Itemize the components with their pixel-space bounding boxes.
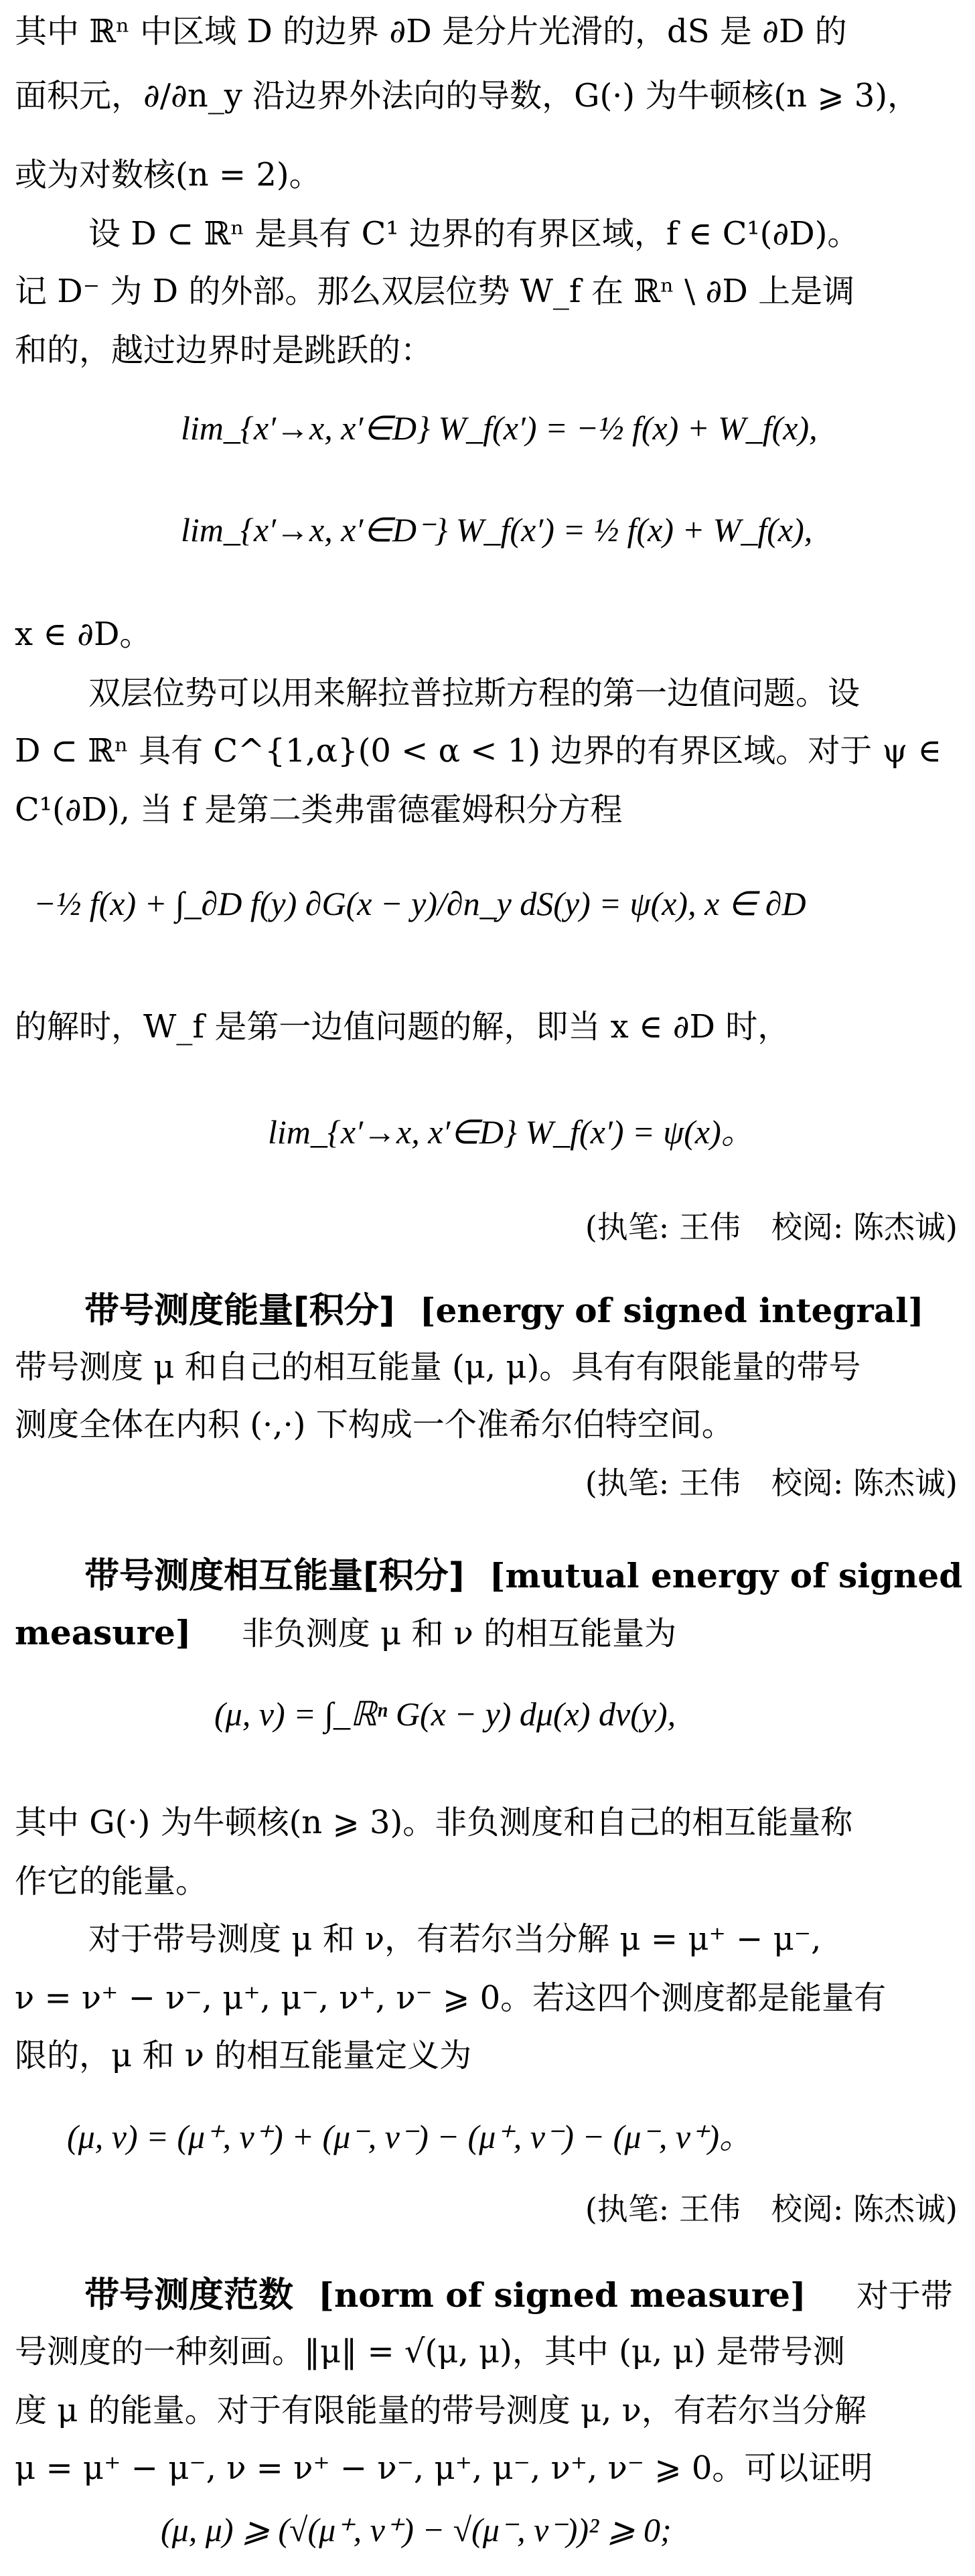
text-line: 限的，μ 和 ν 的相互能量定义为 — [15, 2037, 472, 2074]
text-line: ν = ν⁺ − ν⁻, μ⁺, μ⁻, ν⁺, ν⁻ ⩾ 0。若这四个测度都是能量有 — [15, 1979, 887, 2017]
attribution: (执笔: 王伟 校阅: 陈杰诚) — [585, 1209, 958, 1245]
text-line: 带号测度 μ 和自己的相互能量 (μ, μ)。具有有限能量的带号 — [15, 1348, 861, 1386]
text-line: 号测度的一种刻画。‖μ‖ = √(μ, μ)，其中 (μ, μ) 是带号测 — [15, 2333, 845, 2370]
text-line: 的解时，W_f 是第一边值问题的解，即当 x ∈ ∂D 时， — [15, 1008, 790, 1046]
entry-title-cn: 带号测度范数 — [84, 2275, 294, 2315]
entry-title-en-cont: measure] — [15, 1613, 192, 1652]
entry-heading-cont — [15, 1607, 676, 1654]
text-line: 和的，越过边界时是跳跃的： — [15, 332, 433, 369]
attribution: (执笔: 王伟 校阅: 陈杰诚) — [585, 2191, 958, 2227]
entry-lead: 对于带 — [856, 2277, 953, 2315]
entry-lead: 非负测度 μ 和 ν 的相互能量为 — [241, 1615, 677, 1652]
entry-title-en: [norm of signed measure] — [318, 2275, 806, 2315]
text-line: D ⊂ ℝⁿ 具有 C^{1,α}(0 < α < 1) 边界的有界区域。对于 ψ ∈ — [15, 732, 942, 770]
text-line: 度 μ 的能量。对于有限能量的带号测度 μ, ν，有若尔当分解 — [15, 2392, 867, 2429]
text-line: 其中 ℝⁿ 中区域 D 的边界 ∂D 是分片光滑的，dS 是 ∂D 的 — [15, 13, 847, 50]
equation: lim_{x′→x, x′∈D} W_f(x′) = −½ f(x) + W_f(x), — [181, 409, 818, 447]
text-line: 面积元，∂/∂n_y 沿边界外法向的导数，G(·) 为牛顿核(n ⩾ 3)， — [15, 77, 920, 115]
text-line: C¹(∂D), 当 f 是第二类弗雷德霍姆积分方程 — [15, 791, 623, 829]
equation: −½ f(x) + ∫_∂D f(y) ∂G(x − y)/∂n_y dS(y) = ψ(x), x ∈ ∂D — [33, 885, 806, 922]
text-line: 作它的能量。 — [15, 1863, 208, 1900]
text-line: 双层位势可以用来解拉普拉斯方程的第一边值问题。设 — [88, 674, 860, 712]
text-line: 测度全体在内积 (·,·) 下构成一个准希尔伯特空间。 — [15, 1406, 734, 1443]
equation: lim_{x′→x, x′∈D⁻} W_f(x′) = ½ f(x) + W_f(x), — [181, 511, 813, 549]
equation: (μ, ν) = (μ⁺, ν⁺) + (μ⁻, ν⁻) − (μ⁺, ν⁻) − (μ⁻, ν⁺)。 — [67, 2118, 753, 2155]
entry-title-cn: 带号测度相互能量[积分] — [84, 1556, 465, 1596]
text-line: 对于带号测度 μ 和 ν，有若尔当分解 μ = μ⁺ − μ⁻, — [88, 1920, 822, 1958]
equation: lim_{x′→x, x′∈D} W_f(x′) = ψ(x)。 — [268, 1113, 755, 1151]
text-line: μ = μ⁺ − μ⁻, ν = ν⁺ − ν⁻, μ⁺, μ⁻, ν⁺, ν⁻ ⩾ 0。可以证明 — [15, 2449, 873, 2487]
text-line: 设 D ⊂ ℝⁿ 是具有 C¹ 边界的有界区域，f ∈ C¹(∂D)。 — [88, 215, 860, 253]
text-line: x ∈ ∂D。 — [15, 616, 152, 653]
attribution: (执笔: 王伟 校阅: 陈杰诚) — [585, 1465, 958, 1501]
entry-title-cn: 带号测度能量[积分] — [84, 1291, 395, 1331]
text-line: 其中 G(·) 为牛顿核(n ⩾ 3)。非负测度和自己的相互能量称 — [15, 1804, 853, 1841]
entry-heading — [84, 2267, 953, 2317]
entry-heading — [84, 1282, 924, 1332]
equation: (μ, ν) = ∫_ℝⁿ G(x − y) dμ(x) dν(y), — [214, 1695, 676, 1733]
text-line: 记 D⁻ 为 D 的外部。那么双层位势 W_f 在 ℝⁿ \ ∂D 上是调 — [15, 273, 855, 310]
entry-title-en: [energy of signed integral] — [419, 1291, 924, 1330]
text-line: 或为对数核(n = 2)。 — [15, 156, 321, 194]
entry-heading — [84, 1547, 962, 1597]
entry-title-en: [mutual energy of signed — [489, 1556, 963, 1595]
equation: (μ, μ) ⩾ (√(μ⁺, ν⁺) − √(μ⁻, ν⁻))² ⩾ 0; — [161, 2511, 672, 2549]
